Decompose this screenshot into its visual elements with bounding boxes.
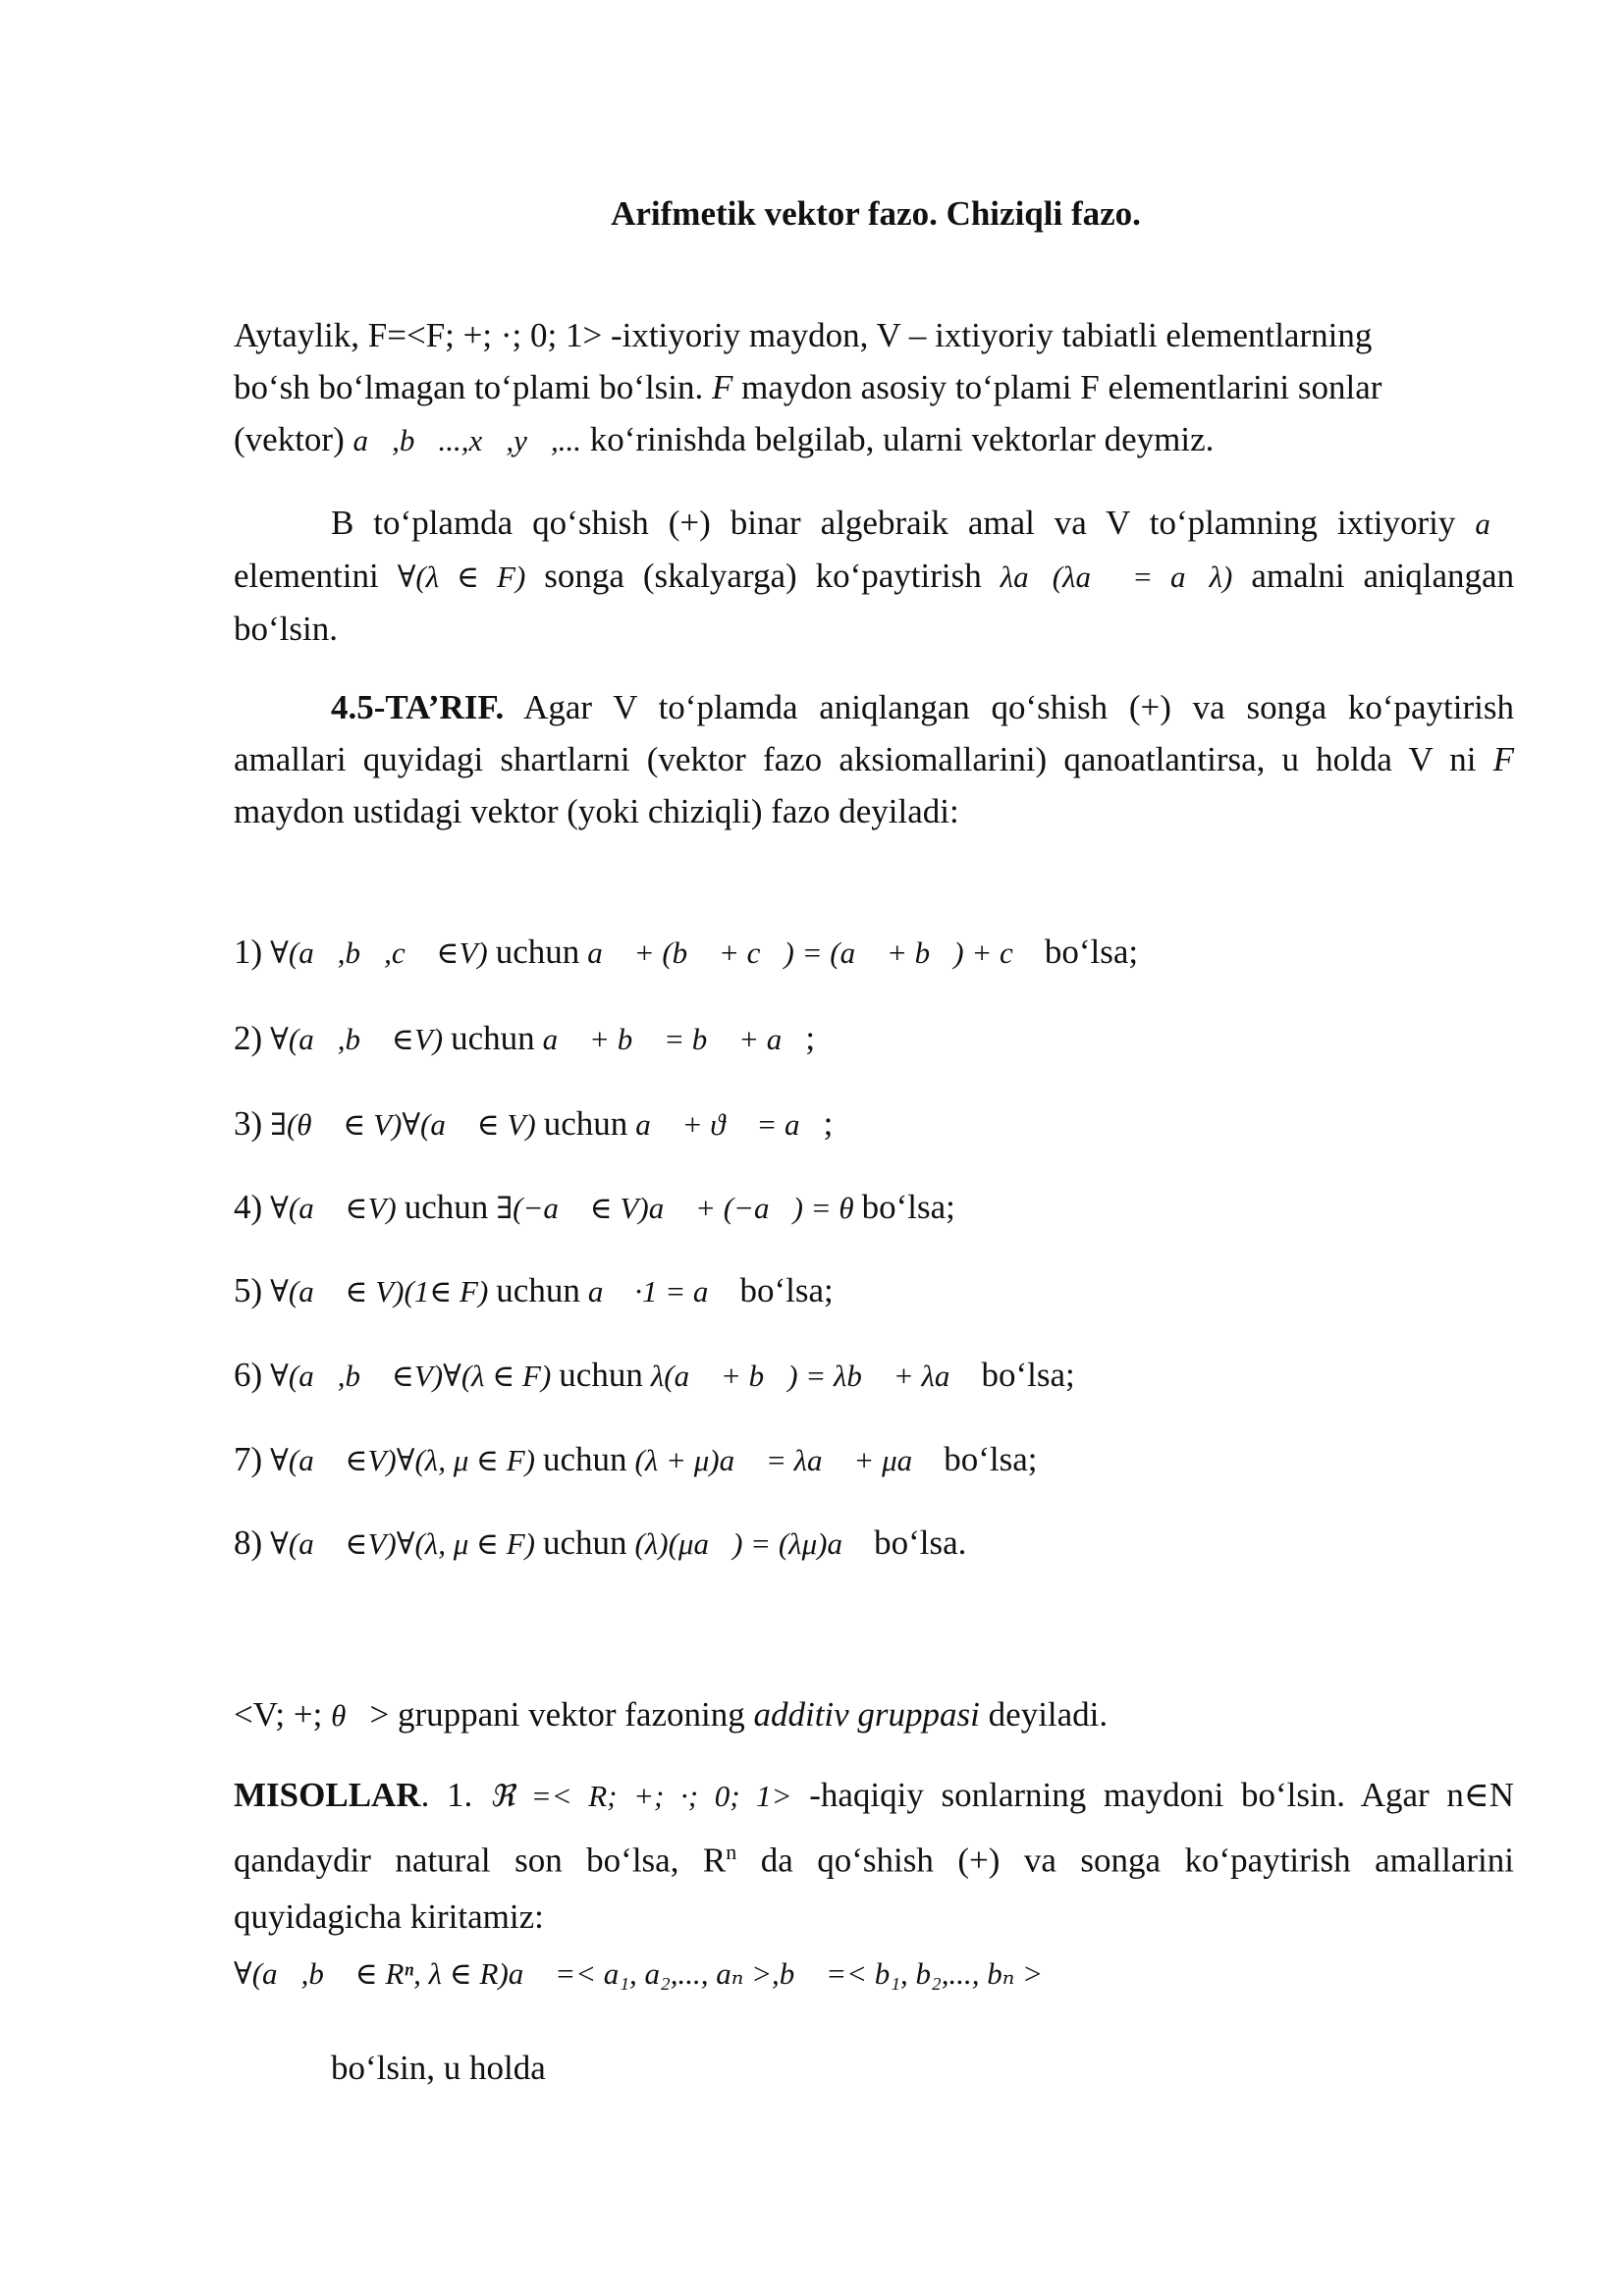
axiom-tail: ; [805, 1019, 816, 1057]
intro-line-2a: bo‘sh bo‘lmagan to‘plami bo‘lsin. [234, 368, 713, 406]
examples-label: MISOLLAR [234, 1776, 421, 1814]
axiom-tail: bo‘lsa; [944, 1440, 1038, 1478]
examples-paragraph [234, 1767, 1514, 1945]
axiom-number: 7) [234, 1440, 263, 1478]
axiom-tail: bo‘lsa. [874, 1523, 967, 1562]
examples-text-c: da qo‘shish (+) va songa ko‘paytirish amallarini quyidagicha kiritamiz: [234, 1841, 1514, 1936]
axiom-formula: (λ)(μa⃗) = (λμ)a⃗ [634, 1526, 867, 1561]
axiom-quantifier: ∀(a⃗,b⃗ ∈V) [270, 1022, 444, 1056]
axiom-6 [234, 1353, 1514, 1399]
group-italic-term: additiv gruppasi [753, 1695, 980, 1734]
zero-vector-math: θ⃗ [331, 1698, 370, 1733]
axiom-4 [234, 1185, 1514, 1231]
definition-label: 4.5-TA’RIF. [331, 688, 505, 726]
intro-line-3a: (vektor) [234, 420, 345, 458]
axiom-quantifier: ∀(a⃗ ∈V)∀(λ, μ ∈ F) [270, 1443, 535, 1477]
operation-paragraph [234, 497, 1514, 655]
group-text-a: <V; +; [234, 1695, 323, 1734]
axiom-formula: a⃗ + (b⃗ + c⃗) = (a⃗ + b⃗) + c⃗ [587, 935, 1037, 970]
vector-notation: a⃗,b⃗...,x⃗,y⃗,... [352, 423, 581, 457]
axiom-word: uchun [451, 1019, 535, 1057]
axiom-formula: a⃗ + ϑ⃗ = a⃗ [635, 1107, 824, 1142]
operation-text-b: elementini [234, 557, 379, 595]
real-field-math: ℜ =< R; +; ·; 0; 1> [489, 1779, 792, 1813]
examples-superscript: n [726, 1840, 737, 1864]
vectors-formula-text: ∀(a⃗,b⃗ ∈ Rⁿ, λ ∈ R)a⃗ =< a₁, a₂,..., aₙ >,b⃗ =< b₁, b₂,..., bₙ > [234, 1956, 1044, 1991]
operation-text-d: amalni aniqlangan bo‘lsin. [234, 557, 1515, 648]
axiom-quantifier: ∃(θ⃗ ∈ V)∀(a⃗ ∈ V) [270, 1107, 536, 1142]
axiom-quantifier: ∀(a⃗ ∈ V)(1∈ F) [270, 1274, 489, 1308]
axiom-number: 3) [234, 1104, 263, 1143]
definition-paragraph [234, 681, 1514, 837]
intro-line-1: Aytaylik, F=<F; +; ·; 0; 1> -ixtiyoriy maydon, V – ixtiyoriy tabiatli elementlarning [234, 316, 1373, 354]
scalar-quantifier-math: ∀(λ ∈ F) [397, 560, 526, 594]
examples-text-b: -haqiqiy sonlarning maydoni bo‘lsin. Agar n∈N qandaydir natural son bo‘lsa, R [234, 1776, 1514, 1880]
group-text-b: > gruppani vektor fazoning [369, 1695, 754, 1734]
axiom-word: uchun [542, 1523, 627, 1562]
axiom-tail: ; [823, 1104, 834, 1143]
axiom-number: 6) [234, 1356, 263, 1394]
axiom-word: uchun [495, 933, 580, 971]
axiom-quantifier: ∀(a⃗,b⃗,c⃗ ∈V) [270, 935, 488, 970]
axiom-number: 2) [234, 1019, 263, 1057]
intro-field-symbol: F [712, 368, 733, 406]
examples-text-a: . 1. [420, 1776, 473, 1814]
scalar-multiplication-math: λa⃗(λa⃗ = a⃗λ) [1000, 560, 1233, 594]
axiom-tail: bo‘lsa; [739, 1271, 834, 1309]
axiom-number: 1) [234, 933, 263, 971]
axiom-number: 8) [234, 1523, 263, 1562]
group-text-c: deyiladi. [979, 1695, 1109, 1734]
intro-line-2 [234, 361, 1514, 413]
axiom-tail: bo‘lsa; [981, 1356, 1075, 1394]
axiom-formula: ∃(−a⃗ ∈ V)a⃗ + (−a⃗) = θ [496, 1191, 854, 1225]
axiom-formula: λ(a⃗ + b⃗) = λb⃗ + λa⃗ [650, 1359, 974, 1393]
axiom-word: uchun [559, 1356, 643, 1394]
definition-text-b: maydon ustidagi vektor (yoki chiziqli) fazo deyiladi: [234, 792, 959, 830]
axiom-word: uchun [404, 1188, 489, 1226]
axiom-tail: bo‘lsa; [861, 1188, 955, 1226]
axiom-formula: a⃗ + b⃗ = b⃗ + a⃗ [542, 1022, 806, 1056]
axiom-formula: a⃗ ·1 = a⃗ [587, 1274, 732, 1308]
operation-text-a: B to‘plamda qo‘shish (+) binar algebraik amal va V to‘plamning ixtiyoriy [331, 504, 1456, 542]
definition-field-symbol: F [1492, 740, 1514, 778]
page-title: Arifmetik vektor fazo. Chiziqli fazo. [611, 194, 1141, 233]
axiom-tail: bo‘lsa; [1044, 933, 1139, 971]
axiom-7 [234, 1437, 1514, 1483]
axiom-word: uchun [543, 1104, 628, 1143]
axiom-number: 4) [234, 1188, 263, 1226]
intro-paragraph [234, 309, 1514, 466]
axiom-formula: (λ + μ)a⃗ = λa⃗ + μa⃗ [634, 1443, 937, 1477]
axiom-2 [234, 1016, 1514, 1062]
additive-group-line [234, 1688, 1514, 1741]
intro-line-3b: ko‘rinishda belgilab, ularni vektorlar deymiz. [589, 420, 1215, 458]
axiom-word: uchun [496, 1271, 580, 1309]
axiom-1 [234, 930, 1514, 976]
axiom-8 [234, 1521, 1514, 1567]
operation-text-c: songa (skalyarga) ko‘paytirish [544, 557, 982, 595]
axiom-quantifier: ∀(a⃗ ∈V)∀(λ, μ ∈ F) [270, 1526, 535, 1561]
intro-line-3 [234, 413, 1514, 466]
axiom-5 [234, 1268, 1514, 1314]
vectors-definition-formula [234, 1956, 1514, 1992]
axiom-quantifier: ∀(a⃗ ∈V) [270, 1191, 397, 1225]
axiom-number: 5) [234, 1271, 263, 1309]
intro-line-2b: maydon asosiy to‘plami F elementlarini sonlar [732, 368, 1382, 406]
axiom-word: uchun [542, 1440, 627, 1478]
closing-line: bo‘lsin, u holda [331, 2049, 546, 2087]
definition-text-a: Agar V to‘plamda aniqlangan qo‘shish (+) va songa ko‘paytirish amallari quyidagi shartlarni (vektor fazo aksiomallarini) qanoatlantirsa, u holda V ni [234, 688, 1514, 778]
axiom-3 [234, 1101, 1514, 1148]
axiom-quantifier: ∀(a⃗,b⃗ ∈V)∀(λ ∈ F) [270, 1359, 552, 1393]
vector-a-math: a⃗ [1475, 507, 1514, 541]
